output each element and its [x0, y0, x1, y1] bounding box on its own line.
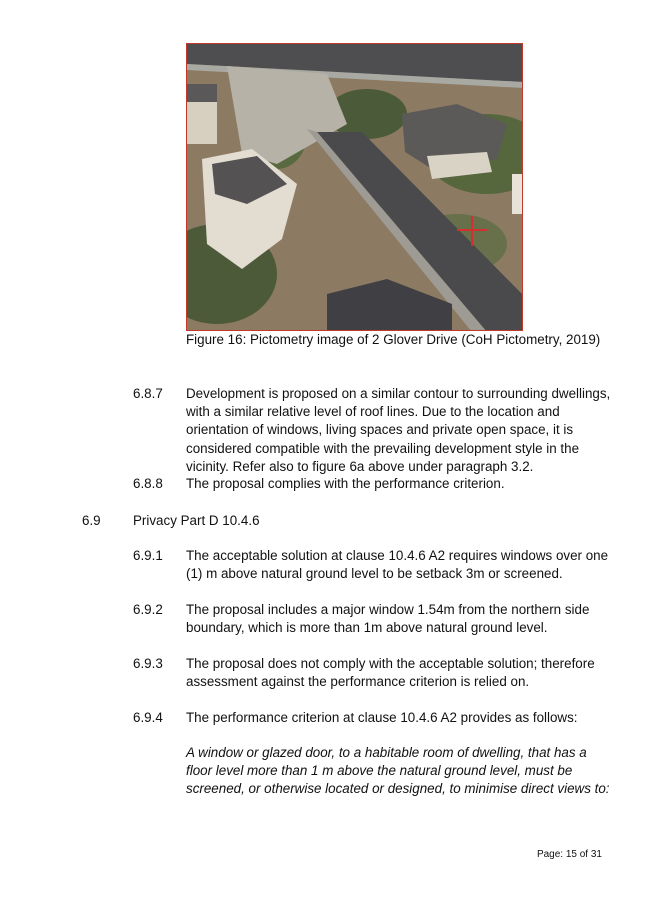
paragraph-number: 6.9.4: [133, 710, 163, 725]
paragraph-text: The performance criterion at clause 10.4.6 A2 provides as follows:: [186, 710, 578, 725]
paragraph-text: Development is proposed on a similar contour to surrounding dwellings, with a similar relative level of roof lines. Due to the location and orientation of windows, living spaces and private open space, it is considered compatible with the prevailing development style in the vicinity. Refer also to figure 6a above under paragraph 3.2.: [186, 386, 611, 474]
paragraph-number: 6.8.8: [133, 476, 163, 491]
aerial-photo-drawing: [187, 44, 523, 331]
aerial-photo: [186, 43, 523, 331]
section-number: 6.9: [82, 513, 101, 528]
quoted-criterion: A window or glazed door, to a habitable room of dwelling, that has a floor level more than 1 m above the natural ground level, must be screened, or otherwise located or designed, to minimise direct views to:: [186, 745, 610, 797]
paragraph-number: 6.9.1: [133, 548, 163, 563]
paragraph-text: The acceptable solution at clause 10.4.6 A2 requires windows over one (1) m above natural ground level to be setback 3m or screened.: [186, 548, 609, 582]
page-number: Page: 15 of 31: [536, 849, 602, 860]
section-title: Privacy Part D 10.4.6: [133, 513, 260, 528]
paragraph-number: 6.9.2: [133, 602, 163, 617]
figure-caption: Figure 16: Pictometry image of 2 Glover Drive (CoH Pictometry, 2019): [186, 332, 601, 347]
paragraph-text: The proposal includes a major window 1.54m from the northern side boundary, which is more than 1m above natural ground level.: [186, 602, 590, 636]
paragraph-number: 6.8.7: [133, 386, 163, 401]
paragraph-text: The proposal complies with the performance criterion.: [186, 476, 505, 491]
paragraph-number: 6.9.3: [133, 656, 163, 671]
paragraph-text: The proposal does not comply with the acceptable solution; therefore assessment against the performance criterion is relied on.: [186, 656, 595, 690]
